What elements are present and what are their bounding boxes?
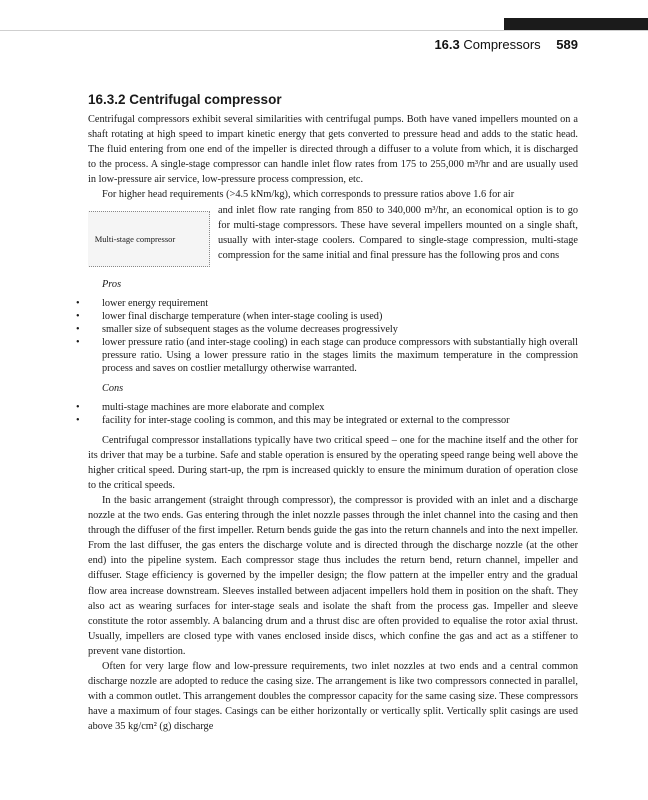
list-item: • lower final discharge temperature (when inter-stage cooling is used): [102, 310, 578, 323]
figure-placeholder: [88, 211, 210, 267]
cons-title: Cons: [102, 382, 124, 394]
page-body: [88, 92, 578, 734]
section-number: 16.3: [434, 37, 460, 52]
pros-list: [88, 297, 578, 375]
pros-title: Pros: [102, 278, 122, 290]
header-rule: [0, 30, 648, 31]
list-item: • lower pressure ratio (and inter-stage cooling) in each stage can produce compressors with substantially high overall pressure ratio. Using a lower pressure ratio in the stages limits the maximum temperature in the compression process and saves on costlier metallurgy otherwise warranted.: [102, 336, 578, 375]
section-title: Compressors: [463, 37, 541, 52]
figure-wrap: [88, 203, 578, 271]
paragraph-1: Centrifugal compressors exhibit several similarities with centrifugal pumps. Both have vaned impellers mounted on a shaft rotating at high speed to impart kinetic energy that gets converted to pressure head and adds to the static head. The fluid entering from one end of the impeller is directed through a diffuser to a volute from which, it is discharged to the process. A single-stage compressor can handle inlet flow rates from 175 to 255,000 m³/hr and are usually used in low-pressure air service, low-pressure process compression, etc.: [88, 114, 578, 186]
header-bar: [504, 18, 648, 30]
paragraph-2-rest: and inlet flow rate ranging from 850 to 340,000 m³/hr, an economical option is to go for multi-stage compressors. These have several impellers mounted on a single shaft, usually with inter-stage coolers. Compared to single-stage compression, multi-stage compression for the same initial and final pressure has the following pros and cons: [218, 204, 578, 261]
paragraph-2-intro: For higher head requirements (>4.5 kNm/kg), which corresponds to pressure ratios above 1.6 for air: [102, 189, 515, 201]
figure-label: Multi-stage compressor: [94, 233, 176, 244]
page-number: 589: [556, 37, 578, 52]
paragraph-5: Often for very large flow and low-pressure requirements, two inlet nozzles at two ends and a central common discharge nozzle are adopted to reduce the casing size. The arrangement is like two compressors connected in parallel, with a common outlet. This arrangement doubles the compressor capacity for the same casing size. These compressors have a maximum of four stages. Casings can be either horizontally or vertically split. Vertically split casings are used above 35 kg/cm² (g) discharge: [88, 660, 578, 733]
list-item: • lower energy requirement: [102, 297, 578, 310]
cons-list: [88, 401, 578, 427]
section-heading: 16.3.2 Centrifugal compressor: [88, 92, 282, 107]
list-item: • facility for inter-stage cooling is common, and this may be integrated or external to the compressor: [102, 414, 578, 427]
list-item: • smaller size of subsequent stages as the volume decreases progressively: [102, 323, 578, 336]
paragraph-3: Centrifugal compressor installations typically have two critical speed – one for the machine itself and the other for its driver that may be a turbine. Safe and stable operation is ensured by the operating speed range being well above the higher critical speed. During start-up, the rpm is increased quickly to ensure the minimum duration of operation close to the critical speeds.: [88, 434, 578, 491]
running-head: [434, 37, 578, 52]
paragraph-4: In the basic arrangement (straight through compressor), the compressor is provided with an inlet and a discharge nozzle at the two ends. Gas entering through the inlet nozzle passes through the inlet channel into the casing and then through the diffuser of the first impeller. Return bends guide the gas into the return channels and into the next impeller. From the last diffuser, the gas enters the discharge volute and is directed through the discharge nozzle (at the other end) into the pipeline system. Each compressor stage thus includes the return bend, return channel, impeller and diffuser. Stage efficiency is governed by the impeller design; the flow pattern at the impeller entry and the gradual flow area increase downstream. Sleeves installed between adjacent impellers hold them in position on the shaft. They also act as wearing surfaces for inter-stage seals and isolate the shaft from the process gas. Impeller and sleeve constitute the rotor assembly. A balancing drum and a thrust disc are often provided to equalise the rotor axial thrust. Usually, impellers are closed type with vanes enclosed inside discs, which confine the gas and act as a stiffener to prevent vane distortion.: [88, 494, 578, 657]
list-item: • multi-stage machines are more elaborate and complex: [102, 401, 578, 414]
